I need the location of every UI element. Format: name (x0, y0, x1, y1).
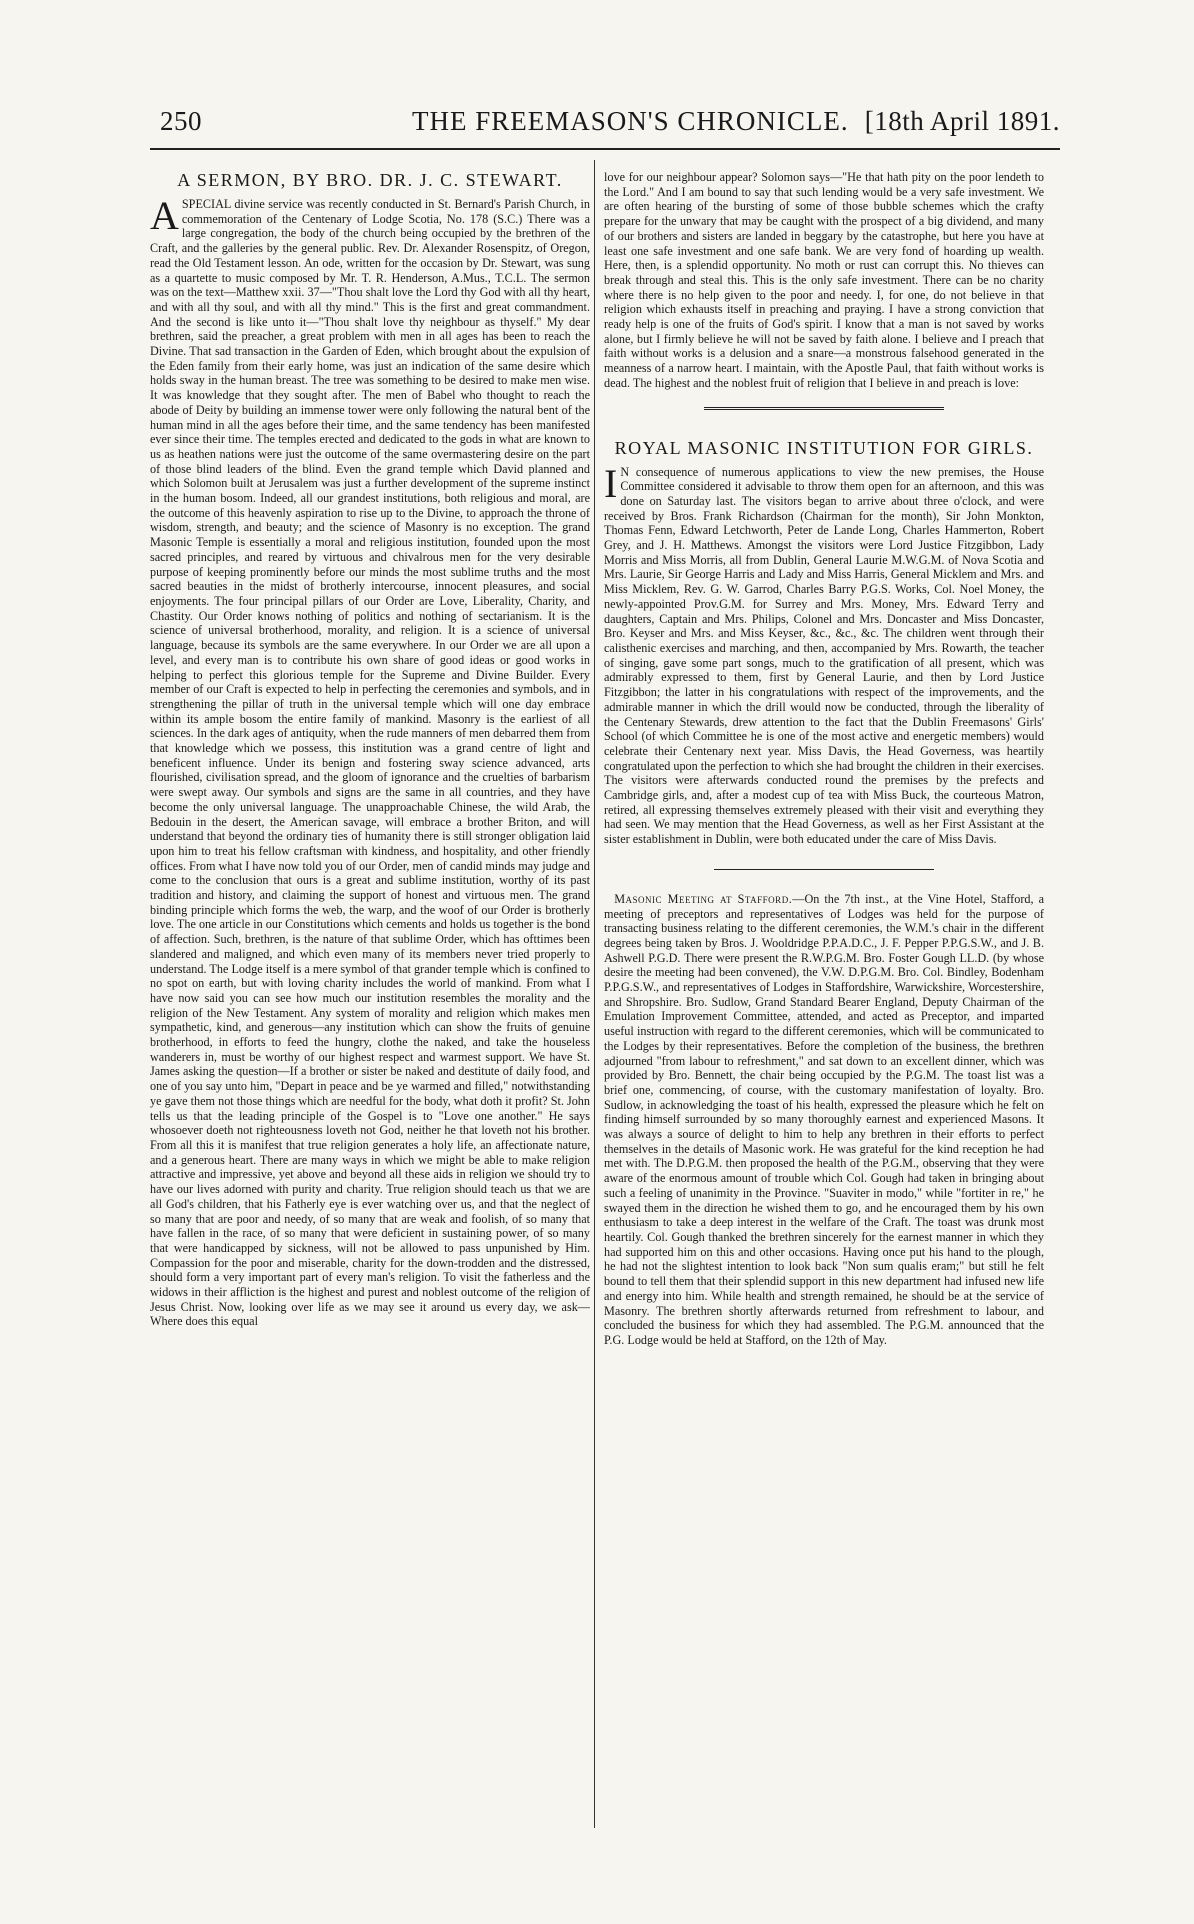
girls-body: N consequence of numerous applications to view the new premises, the House Committee considered it advisable to throw them open for an afternoon, and this was done on Saturday last. The visitors began to arrive about three o'clock, and were received by Bros. Frank Richardson (Chairman for the month), Sir John Monkton, Thomas Fenn, Edward Letchworth, Peter de Lande Long, Charles Hammerton, Robert Grey, and J. H. Matthews. Amongst the visitors were Lord Justice Fitzgibbon, Lady Morris and Miss Morris, all from Dublin, General Laurie M.W.G.M. of Nova Scotia and Mrs. Laurie, Sir George Harris and Lady and Miss Harris, General Micklem and Mrs. and Miss Micklem, Rev. G. W. Garrod, Charles Barry P.G.S. Works, Col. Noel Money, the newly-appointed Prov.G.M. for Surrey and Mrs. Money, Mrs. Edward Terry and daughters, Captain and Mrs. Philips, Colonel and Mrs. Doncaster and Miss Doncaster, Bro. Keyser and Mrs. and Miss Keyser, &c., &c., &c. The children went through their calisthenic exercises and marching, and then, accompanied by Mrs. Rowarth, the teacher of singing, gave some part songs, much to the gratification of all present, which was admirably expressed to them, first by General Laurie, and then by Lord Justice Fitzgibbon; the latter in his congratulations with respect of the improvements, and the admirable manner in which the drill would now be conducted, through the liberality of the Centenary Stewards, drew attention to the fact that the Dublin Freemasons' Girls' School (of which Committee he is one of the most active and energetic members) would celebrate their Centenary next year. Miss Davis, the Head Governess, was heartily congratulated upon the perfection to which she had brought the children in their exercises. The visitors were afterwards conducted round the premises by the prefects and Cambridge girls, and, after a modest cup of tea with Miss Buck, the courteous Matron, retired, all expressing themselves extremely pleased with their visit and everything they had seen. We may mention that the Head Governess, as well as her First Assistant at the sister establishment in Dublin, were both educated under the care of Miss Davis. (604, 464, 1044, 847)
sermon-title: A SERMON, BY BRO. DR. J. C. STEWART. (177, 170, 563, 190)
stafford-body: —On the 7th inst., at the Vine Hotel, Stafford, a meeting of preceptors and representatives of Lodges was held for the purpose of transacting business relating to the different ceremonies, the W.M.'s chair in the different degrees being taken by Bros. J. Wooldridge P.P.A.D.C., J. F. Pepper P.P.G.S.W., and J. B. Ashwell P.G.D. There were present the R.W.P.G.M. Bro. Foster Gough LL.D. (by whose desire the meeting had been convened), the V.W. D.P.G.M. Bro. Col. Bindley, Bodenham P.P.G.S.W., and representatives of Lodges in Staffordshire, Warwickshire, Worcestershire, and Shropshire. Bro. Sudlow, Grand Standard Bearer England, Deputy Chairman of the Emulation Improvement Committee, attended, and acted as Preceptor, and imparted useful instruction with regard to the different ceremonies, which will be communicated to the Lodges by their representatives. Before the completion of the business, the brethren adjourned "from labour to refreshment," and sat down to an excellent dinner, which was provided by Bro. Bennett, the chair being occupied by the P.G.M. The toast list was a brief one, commencing, of course, with the customary manifestation of loyalty. Bro. Sudlow, in acknowledging the toast of his health, expressed the pleasure which he felt on finding himself surrounded by so many thoroughly earnest and experienced Masons. It was always a source of delight to him to help any brethren in their efforts to perfect themselves in the details of Masonic work. He was grateful for the kind reception he had met with. The D.P.G.M. then proposed the health of the P.G.M., observing that they were aware of the enormous amount of trouble which Col. Gough had taken in bringing about such a feeling of unanimity in the Province. "Suaviter in modo," while "fortiter in re," he swayed them in the direction he wished them to go, and he encouraged them by his own enthusiasm to take a deep interest in the welfare of the Craft. The toast was drunk most heartily. Col. Gough thanked the brethren sincerely for the earnest manner in which they had supported him on this and other occasions. Having once put his hand to the plough, he had not the slightest intention to look back "Non sum qualis eram;" but still he felt bound to tell them that their splendid support in this new department had infused new life and energy into him. While health and strength remained, he should be at the service of Masonry. The brethren shortly afterwards returned from refreshment to labour, and concluded the business for which they had assembled. The P.G.M. announced that the P.G. Lodge would be held at Stafford, on the 12th of May. (604, 891, 1045, 1347)
drop-cap: I (604, 460, 618, 506)
right-column (604, 170, 1044, 1348)
article-rule (714, 869, 934, 870)
stafford-lead: Masonic Meeting at Stafford. (614, 891, 793, 906)
section-rule (704, 407, 944, 410)
issue-date: [18th April 1891. (864, 106, 1060, 136)
girls-paragraph (604, 460, 1044, 847)
drop-cap: A (150, 193, 179, 238)
sermon-paragraph (150, 193, 590, 1329)
stafford-paragraph (604, 892, 1044, 1348)
sermon-continuation: love for our neighbour appear? Solomon says—"He that hath pity on the poor lendeth to the Lord." And I am bound to say that such lending would be a very safe investment. We are often hearing of the bursting of some of those bubble schemes which the crafty prepare for the unwary that may be caught with the prospect of a big dividend, and many of our brothers and sisters are landed in beggary by the catastrophe, but here you have at least one safe investment and one safe bank. We are very fond of hoarding up wealth. Here, then, is a splendid opportunity. No moth or rust can corrupt this. No thieves can break through and steal this. This is the only safe investment. There can be no charity where there is no help given to the poor and needy. I, for one, do not believe in that religion which exhausts itself in preaching and praying. I have a strong conviction that ready help is one of the fruits of God's spirit. I know that a man is not saved by works alone, but I firmly believe he will not be saved by faith alone. I believe and I preach that faith without works is a delusion and a snare—a monstrous falsehood generated in the meanness of a narrow heart. I maintain, with the Apostle Paul, that faith without works is dead. The highest and the noblest fruit of religion that I believe in and preach is love: (604, 170, 1044, 390)
header-rule (150, 148, 1060, 150)
page-number: 250 (160, 106, 202, 136)
left-column (150, 170, 590, 1329)
page-header (150, 106, 1060, 146)
sermon-body: SPECIAL divine service was recently conducted in St. Bernard's Parish Church, in commemoration of the Centenary of Lodge Scotia, No. 178 (S.C.) There was a large congregation, the body of the church being occupied by the brethren of the Craft, and the galleries by the general public. Rev. Dr. Alexander Rosenspitz, of Oregon, read the Old Testament lesson. An ode, written for the occasion by Dr. Stewart, was sung as a quartette to music composed by Mr. T. R. Henderson, A.Mus., T.C.L. The sermon was on the text—Matthew xxii. 37—"Thou shalt love the Lord thy God with all thy heart, and with all thy soul, and with all thy mind." This is the first and great commandment. And the second is like unto it—"Thou shalt love thy neighbour as thyself." My dear brethren, said the preacher, a great problem with men in all ages has been to reach the Divine. That sad transaction in the Garden of Eden, which brought about the expulsion of the Eden family from their early home, was just an indication of the same desire which holds sway in the human breast. The tree was something to be desired to make men wise. It was knowledge that they sought after. The men of Babel who thought to reach the abode of Deity by building an immense tower were only following the natural bent of the human mind in all the ages before their time, and the same tendency has been manifested ever since their time. The temples erected and dedicated to the gods in what are known to us as heathen nations were just the outcome of the same overmastering desire on the part of those blind leaders of the blind. Even the grand temple which David planned and which Solomon built at Jerusalem was just a further development of the supreme instinct in the human bosom. Indeed, all our grandest institutions, both religious and moral, are the outcome of this heavenly aspiration to rise up to the Divine, to approach the throne of wisdom, strength, and beauty; and the science of Masonry is no exception. The grand Masonic Temple is essentially a moral and religious institution, founded upon the most sacred principles, and reared by virtuous and chivalrous men for the very desirable purpose of keeping prominently before our minds the most sublime truths and the most sacred beauties in the midst of brotherly intercourse, innocent pleasures, and social enjoyments. The four principal pillars of our Order are Love, Liberality, Charity, and Chastity. Our Order knows nothing of politics and nothing of sectarianism. It is the science of universal brotherhood, morality, and religion. It is a science of universal language, because its symbols are the same everywhere. In our Order we are all upon a level, and every man is to contribute his own share of good ideas or good works in helping to perfect this glorious temple for the Supreme and Divine Builder. Every member of our Craft is expected to help in perfecting the ceremonies and symbols, and in strengthening the pillar of truth in the universal temple which will one day embrace within its ample bosom the entire family of mankind. Masonry is the earliest of all sciences. In the dark ages of antiquity, when the rude manners of men debarred them from that knowledge which we possess, this institution was a grand centre of light and beneficent influence. Under its benign and fostering sway science advanced, arts flourished, civilisation spread, and the gloom of ignorance and the cruelties of barbarism were swept away. Our symbols and signs are the same in all countries, and they have become the only universal language. The unapproachable Chinese, the wild Arab, the Bedouin in the desert, the American savage, will embrace a brother Briton, and will understand that beyond the ordinary ties of humanity there is still stronger obligation laid upon him to treat his fellow craftsman with kindness, and hospitality, and other friendly offices. From what I have now told you of our Order, men of candid minds may judge and come to the conclusion that ours is a great and sublime institution, worthy of its past tradition and history, and claiming the support of honest and virtuous men. The grand binding principle which forms the web, the warp, and the woof of our Order is brotherly love. The one article in our Constitutions which cements and holds us together is the bond of affection. Such, brethren, is the nature of that sublime Order, which has ofttimes been slandered and maligned, and which even many of its members never tried properly to understand. The Lodge itself is a mere symbol of that grander temple which is confined to no spot on earth, but with loving charity includes the world of mankind. From what I have now said you can see how much our institution resembles the morality and the religion of the New Testament. Any system of morality and religion which makes men sympathetic, kind, and generous—any institution which can show the fruits of genuine brotherhood, in efforts to feed the hungry, clothe the naked, and take the houseless wanderers in, must be worthy of our highest respect and warmest support. We have St. James asking the question—If a brother or sister be naked and destitute of daily food, and one of you say unto him, "Depart in peace and be ye warmed and filled," notwithstanding ye gave them not those things which are needful for the body, what doth it profit? St. John tells us that the leading principle of the Gospel is to "Love one another." He says whosoever doeth not righteousness loveth not God, neither he that loveth not his brother. From all this it is manifest that true religion generates a holy life, an affectionate nature, and a generous heart. There are many ways in which we might be able to make religion attractive and impressive, yet above and beyond all these aids in religion we should try to have our lives adorned with purity and charity. True religion should teach us that we are all God's children, that his Fatherly eye is ever watching over us, and that the neglect of so many that are poor and needy, of so many that are weak and foolish, of so many that have fallen in the race, of so many that were deficient in sustaining power, of so many that were handicapped by sickness, will not be allowed to pass unpunished by Him. Compassion for the poor and miserable, charity for the down-trodden and the distressed, should form a very important part of every man's religion. To visit the fatherless and the widows in their affliction is the highest and purest and noblest outcome of the religion of Jesus Christ. Now, looking over life as we may see it around us every day, we ask—Where does this equal (150, 197, 590, 1329)
girls-title: ROYAL MASONIC INSTITUTION FOR GIRLS. (614, 437, 1034, 458)
publication-title: THE FREEMASON'S CHRONICLE. (412, 106, 849, 136)
column-divider (594, 160, 595, 1828)
